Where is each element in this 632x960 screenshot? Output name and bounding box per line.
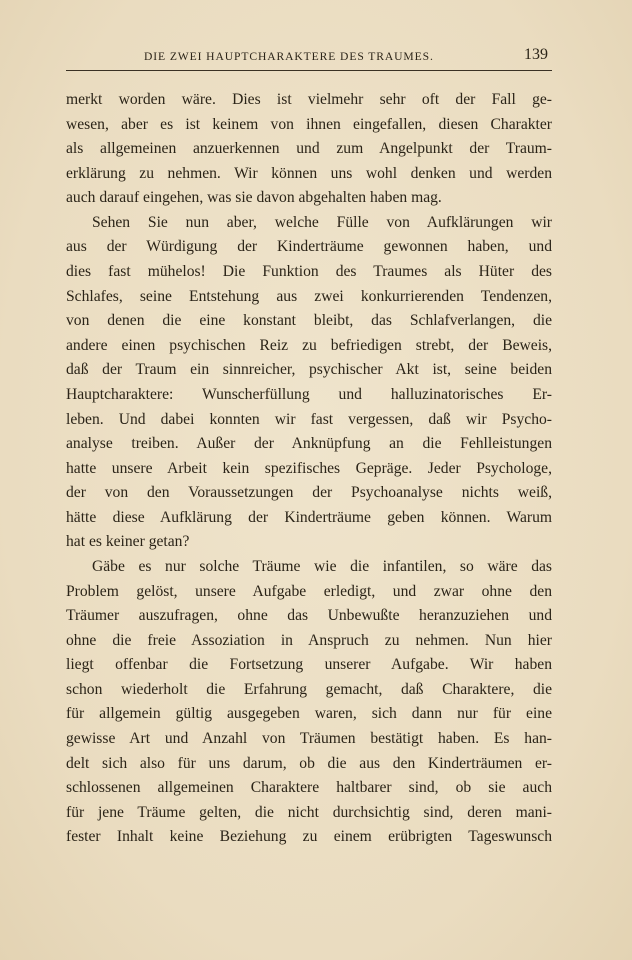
text-line: Hauptcharaktere: Wunscherfüllung und halluzinatorisches Er- (66, 385, 552, 403)
text-line: der von den Voraussetzungen der Psychoanalyse nichts weiß, (66, 484, 552, 502)
text-line: gewisse Art und Anzahl von Träumen bestätigt haben. Es han- (66, 730, 552, 748)
text-line: andere einen psychischen Reiz zu befriedigen strebt, der Beweis, (66, 336, 552, 354)
text-line: ohne die freie Assoziation in Anspruch zu nehmen. Nun hier (66, 631, 552, 649)
text-line: delt sich also für uns darum, ob die aus den Kinderträumen er- (66, 754, 552, 772)
text-line: Sehen Sie nun aber, welche Fülle von Aufklärungen wir (92, 213, 552, 231)
running-head: DIE ZWEI HAUPTCHARAKTERE DES TRAUMES. (144, 50, 434, 63)
text-line: analyse treiben. Außer der Anknüpfung an die Fehlleistungen (66, 435, 552, 453)
text-line: wesen, aber es ist keinem von ihnen eingefallen, diesen Charakter (66, 115, 552, 133)
text-line: Problem gelöst, unsere Aufgabe erledigt, und zwar ohne den (66, 582, 552, 600)
page-number: 139 (524, 46, 548, 63)
text-line: Schlafes, seine Entstehung aus zwei konkurrierenden Tendenzen, (66, 287, 552, 305)
body-text (66, 88, 552, 850)
page-header (66, 46, 552, 71)
text-line: dies fast mühelos! Die Funktion des Traumes als Hüter des (66, 263, 552, 281)
text-line: hätte diese Aufklärung der Kinderträume geben können. Warum (66, 508, 552, 526)
text-line: Träumer auszufragen, ohne das Unbewußte heranzuziehen und (66, 607, 552, 625)
text-line: aus der Würdigung der Kinderträume gewonnen haben, und (66, 238, 552, 256)
text-line: erklärung zu nehmen. Wir können uns wohl denken und werden (66, 164, 552, 182)
text-line: leben. Und dabei konnten wir fast vergessen, daß wir Psycho- (66, 410, 552, 428)
text-line: merkt worden wäre. Dies ist vielmehr sehr oft der Fall ge- (66, 91, 552, 108)
text-line: fester Inhalt keine Beziehung zu einem erübrigten Tageswunsch (66, 828, 552, 846)
text-line: auch darauf eingehen, was sie davon abgehalten haben mag. (66, 189, 442, 207)
text-line: hatte unsere Arbeit kein spezifisches Gepräge. Jeder Psychologe, (66, 459, 552, 477)
text-line: daß der Traum ein sinnreicher, psychischer Akt ist, seine beiden (66, 361, 552, 379)
text-line: hat es keiner getan? (66, 533, 190, 551)
text-line: als allgemeinen anzuerkennen und zum Angelpunkt der Traum- (66, 140, 552, 158)
text-line: für allgemein gültig ausgegeben waren, sich dann nur für eine (66, 705, 552, 723)
text-line: Gäbe es nur solche Träume wie die infantilen, so wäre das (92, 557, 552, 575)
text-line: für jene Träume gelten, die nicht durchsichtig sind, deren mani- (66, 803, 552, 821)
text-line: von denen die eine konstant bleibt, das Schlafverlangen, die (66, 312, 552, 330)
text-line: schon wiederholt die Erfahrung gemacht, daß Charaktere, die (66, 680, 552, 698)
text-line: liegt offenbar die Fortsetzung unserer Aufgabe. Wir haben (66, 656, 552, 674)
text-line: schlossenen allgemeinen Charaktere haltbarer sind, ob sie auch (66, 779, 552, 797)
